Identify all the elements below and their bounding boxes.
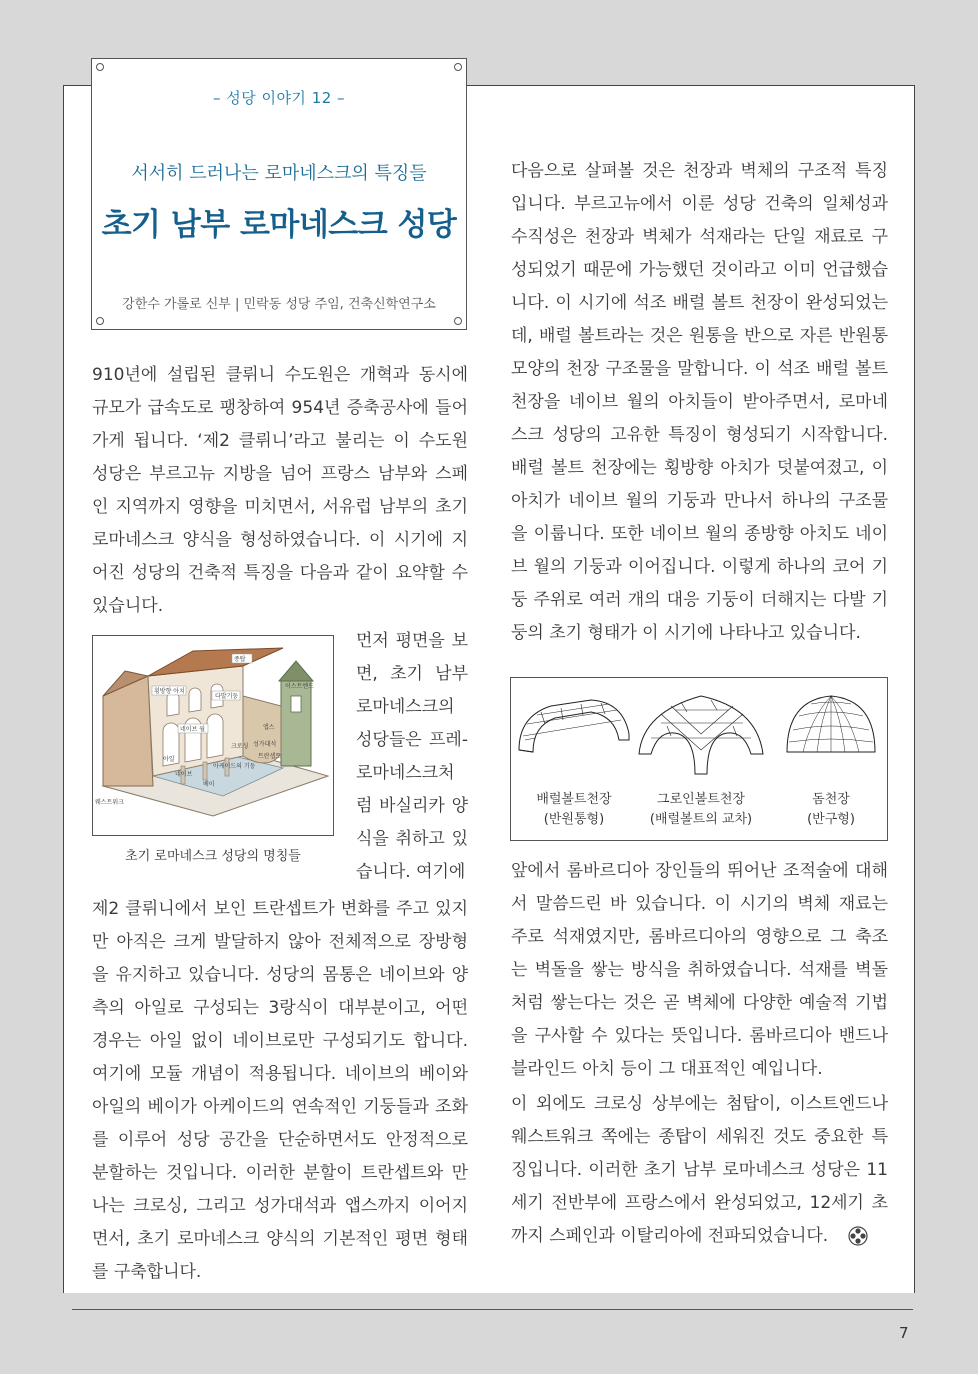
right-paragraph-2: 앞에서 롬바르디아 장인들의 뛰어난 조적술에 대해서 말씀드린 바 있습니다. 이 시기의 벽체 재료는 주로 석재였지만, 롬바르디아의 영향으로 그 축조는 벽돌을 쌓는 방식을 취하였습니다. 석재를 벽돌처럼 쌓는다는 것은 곧 벽체에 다양한 예술적 기법을 구사할 수 있다는 뜻입니다. 롬바르디아 밴드나 블라인드 아치 등이 그 대표적인 예입니다. <box>511 861 888 1079</box>
groin-vault-name: 그로인볼트천장 <box>657 792 745 807</box>
series-label: – 성당 이야기 12 – <box>212 89 346 107</box>
church-cutaway-illustration <box>93 636 333 835</box>
article-title: 초기 남부 로마네스크 성당 <box>101 207 457 243</box>
barrel-vault-name: 배럴볼트천장 <box>536 792 612 807</box>
screw-icon <box>454 317 462 325</box>
label-choir: 성가대석 <box>253 741 277 748</box>
dome-label <box>787 790 875 830</box>
left-paragraph-2: 제2 클뤼니에서 보인 트란셉트가 변화를 주고 있지만 아직은 크게 발달하지 않아 전체적으로 장방형을 유지하고 있습니다. 성당의 몸통은 네이브와 양측의 아일로 구성되는 3랑식이 대부분이고, 어떤 경우는 아일 없이 네이브로만 구성되기도 합니다. 여기에 모듈 개념이 적용됩니다. 네이브의 베이와 아일의 베이가 아케이드의 연속적인 기둥들과 조화를 이루어 성당 공간을 단순하면서도 안정적으로 분할하는 것입니다. 이러한 분할이 트란셉트와 만나는 크로싱, 그리고 성가대석과 앱스까지 이어지면서, 초기 로마네스크 양식의 기본적인 평면 형태를 구축합니다. <box>92 899 468 1282</box>
church-cutaway-figure <box>92 635 334 836</box>
barrel-vault-drawing <box>519 700 629 752</box>
label-westwork: 웨스트워크 <box>95 799 124 806</box>
screw-icon <box>454 63 462 71</box>
label-apse: 앱스 <box>263 724 275 731</box>
vault-types-illustration <box>511 678 887 788</box>
right-paragraph-1: 다음으로 살펴볼 것은 천장과 벽체의 구조적 특징입니다. 부르고뉴에서 이룬 성당 건축의 일체성과 수직성은 천장과 벽체가 석재라는 단일 재료로 구성되었기 때문에 가능했던 것이라고 이미 언급했습니다. 이 시기에 석조 배럴 볼트 천장이 완성되었는데, 배럴 볼트라는 것은 원통을 반으로 자른 반원통 모양의 천장 구조물을 말합니다. 이 석조 배럴 볼트 천장을 네이브 월의 아치들이 받아주면서, 로마네스크 성당의 고유한 특징이 형성되기 시작합니다. 배럴 볼트 천장에는 횡방향 아치가 덧붙여졌고, 이 아치가 네이브 월의 기둥과 만나서 하나의 구조물을 이룹니다. 또한 네이브 월의 종방향 아치도 네이브 월의 기둥과 이어집니다. 이렇게 하나의 코어 기둥 주위로 여러 개의 대응 기둥이 더해지는 다발 기둥의 초기 형태가 이 시기에 나타나고 있습니다. <box>511 161 888 643</box>
label-nave-wall: 네이브 월 <box>180 726 206 733</box>
screw-icon <box>96 63 104 71</box>
groin-vault-label <box>641 790 761 830</box>
barrel-vault-desc: (반원통형) <box>543 812 605 827</box>
dome-name: 돔천장 <box>812 792 850 807</box>
label-transverse-arch: 횡방향 아치 <box>154 688 185 695</box>
label-arcade: 아케이드의 기둥 <box>213 763 256 770</box>
article-subtitle: 서서히 드러나는 로마네스크의 특징들 <box>131 163 427 184</box>
vault-types-figure <box>510 677 888 841</box>
dome-desc: (반구형) <box>807 812 855 827</box>
page-number: 7 <box>899 1324 909 1342</box>
label-crossing: 크로싱 <box>231 743 249 750</box>
right-paragraph-3-wrapper <box>511 1088 888 1253</box>
flower-end-icon <box>848 1226 868 1246</box>
label-nave: 네이브 <box>175 771 193 778</box>
title-box <box>91 58 467 330</box>
dome-drawing <box>787 696 875 752</box>
frame-left-line <box>63 85 64 1293</box>
left-paragraph-1: 910년에 설립된 클뤼니 수도원은 개혁과 동시에 규모가 급속도로 팽창하여 954년 증축공사에 들어가게 됩니다. ‘제2 클뤼니’라고 불리는 이 수도원 성당은 부르고뉴 지방을 넘어 프랑스 남부와 스페인 지역까지 영향을 미치면서, 서유럽 남부의 초기 로마네스크 양식을 형성하였습니다. 이 시기에 지어진 성당의 건축적 특징을 다음과 같이 요약할 수 있습니다. <box>92 365 468 616</box>
groin-vault-desc: (배럴볼트의 교차) <box>649 812 753 827</box>
barrel-vault-label <box>519 790 629 830</box>
screw-icon <box>96 317 104 325</box>
footer-rule <box>72 1309 913 1310</box>
author-line: 강한수 가롤로 신부 | 민락동 성당 주임, 건축신학연구소 <box>122 297 436 312</box>
label-aisle: 아일 <box>163 756 175 763</box>
left-paragraph-2-side: 먼저 평면을 보면, 초기 남부 로마네스크의 성당들은 프레-로마네스크처럼 바실리카 양식을 취하고 있습니다. 여기에 <box>356 631 468 882</box>
label-bay: 베이 <box>203 781 215 788</box>
label-transept: 트란셉트 <box>258 753 282 760</box>
frame-right-line <box>914 85 915 1293</box>
label-clustered-pier: 다발기둥 <box>215 693 239 700</box>
right-paragraph-3: 이 외에도 크로싱 상부에는 첨탑이, 이스트엔드나 웨스트워크 쪽에는 종탑이 세워진 것도 중요한 특징입니다. 이러한 초기 남부 로마네스크 성당은 11세기 전반부에 프랑스에서 완성되었고, 12세기 초까지 스페인과 이탈리아에 전파되었습니다. <box>511 1094 888 1246</box>
label-bell-tower: 종탑 <box>234 656 246 663</box>
figure1-caption: 초기 로마네스크 성당의 명칭들 <box>125 849 301 864</box>
groin-vault-drawing <box>639 696 763 774</box>
label-east-end: 이스트엔드 <box>285 683 314 690</box>
